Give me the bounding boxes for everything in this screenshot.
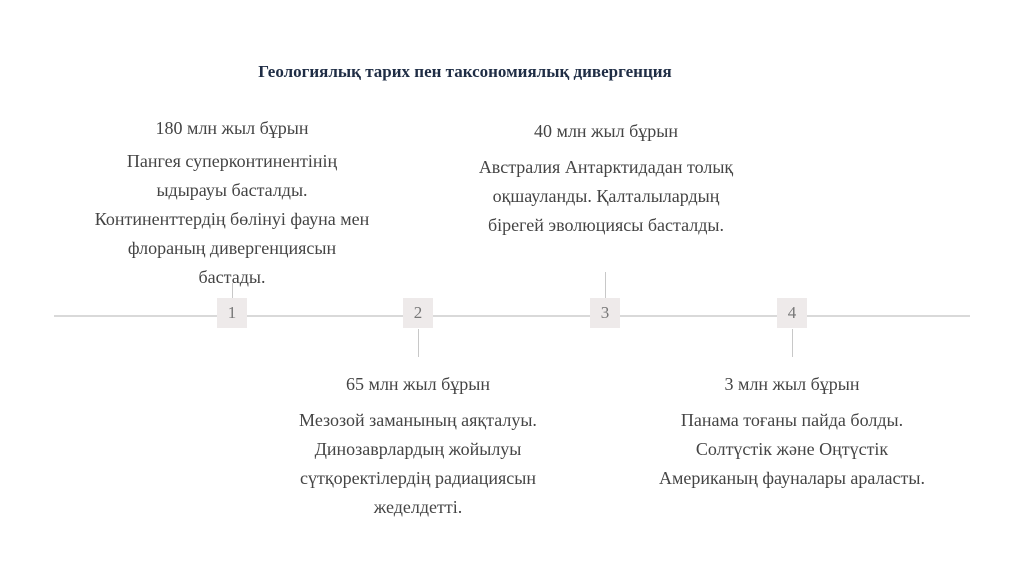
event-4-line: Панама тоғаны пайда болды. [680, 410, 904, 430]
event-2-line: Динозаврлардың жойылуы [314, 439, 522, 459]
page-title: Геологиялық тарих пен таксономиялық дивергенция [258, 62, 672, 81]
event-3-connector [605, 272, 606, 299]
event-2-line: сүтқоректілердің радиациясын [299, 468, 537, 488]
event-3-line: бірегей эволюциясы басталды. [488, 215, 724, 235]
event-1-line: бастады. [198, 267, 266, 287]
event-2-line: Мезозой заманының аяқталуы. [299, 410, 537, 430]
event-1-line: флораның дивергенциясын [127, 238, 337, 258]
event-2-date: 65 млн жыл бұрын [346, 374, 490, 394]
event-4-line: Солтүстік және Оңтүстік [695, 439, 889, 459]
event-3-marker: 3 [590, 298, 620, 328]
event-2-description [238, 406, 598, 522]
event-1-line: Континенттердің бөлінуі фауна мен [94, 209, 370, 229]
event-3-description [426, 153, 786, 240]
event-2-connector [418, 329, 419, 357]
event-4-description [612, 406, 972, 493]
event-1-line: Пангея суперконтинентінің [126, 151, 338, 171]
event-3-line: Австралия Антарктидадан толық [478, 157, 734, 177]
event-1-description [52, 147, 412, 292]
event-4-line: Американың фауналары араласты. [659, 468, 925, 488]
event-3-date: 40 млн жыл бұрын [534, 121, 678, 141]
event-4-date: 3 млн жыл бұрын [724, 374, 860, 394]
event-1-date: 180 млн жыл бұрын [155, 118, 309, 138]
event-1-line: ыдырауы басталды. [156, 180, 308, 200]
event-2-line: жеделдетті. [373, 497, 463, 517]
event-4-connector [792, 329, 793, 357]
event-1-marker: 1 [217, 298, 247, 328]
timeline-axis [54, 315, 970, 317]
event-2-marker: 2 [403, 298, 433, 328]
event-3-line: оқшауланды. Қалталылардың [492, 186, 720, 206]
event-4-marker: 4 [777, 298, 807, 328]
